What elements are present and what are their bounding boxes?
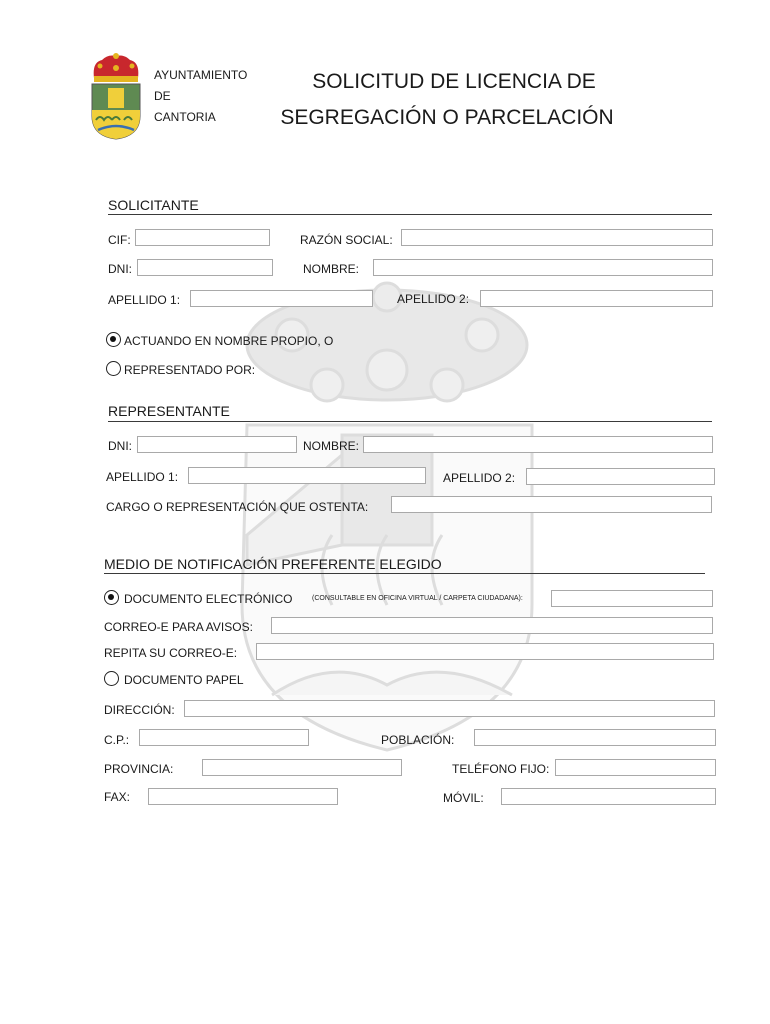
cif-field[interactable] [135,229,270,246]
apellido2-field[interactable] [480,290,713,307]
fax-field[interactable] [148,788,338,805]
rep-apellido2-field[interactable] [526,468,715,485]
section-divider [104,573,705,574]
section-divider [108,214,712,215]
apellido1-field[interactable] [190,290,373,307]
radio-documento-papel[interactable] [104,671,119,686]
radio-documento-electronico[interactable] [104,590,119,605]
rep-nombre-field[interactable] [363,436,713,453]
section-title-representante: REPRESENTANTE [108,403,230,419]
nombre-field[interactable] [373,259,713,276]
cp-label: C.P.: [104,733,130,747]
razon-social-field[interactable] [401,229,713,246]
page-title-line2: SEGREGACIÓN O PARCELACIÓN [280,106,614,129]
direccion-label: DIRECCIÓN: [104,703,175,717]
fax-label: FAX: [104,790,131,804]
nombre-label: NOMBRE: [303,262,360,276]
direccion-field[interactable] [184,700,715,717]
coat-of-arms-icon [88,52,144,140]
radio-representado[interactable] [106,361,121,376]
apellido2-label: APELLIDO 2: [397,292,470,306]
provincia-field[interactable] [202,759,402,776]
repita-correo-label: REPITA SU CORREO-E: [104,646,238,660]
org-name-line1: AYUNTAMIENTO [154,68,248,82]
poblacion-label: POBLACIÓN: [381,733,455,747]
rep-dni-field[interactable] [137,436,297,453]
repita-correo-field[interactable] [256,643,714,660]
poblacion-field[interactable] [474,729,716,746]
section-title-solicitante: SOLICITANTE [108,197,199,213]
rep-dni-label: DNI: [108,439,132,453]
rep-cargo-label: CARGO O REPRESENTACIÓN QUE OSTENTA: [106,500,369,514]
correo-avisos-field[interactable] [271,617,713,634]
dni-label: DNI: [108,262,132,276]
razon-social-label: RAZÓN SOCIAL: [300,233,393,247]
rep-apellido2-label: APELLIDO 2: [443,471,516,485]
documento-electronico-note: (CONSULTABLE EN OFICINA VIRTUAL / CARPETA CIUDADANA): [312,595,523,602]
org-name-line3: CANTORIA [154,110,216,124]
rep-apellido1-field[interactable] [188,467,426,484]
cif-label: CIF: [108,233,131,247]
section-divider [108,421,712,422]
documento-papel-label: DOCUMENTO PAPEL [124,673,244,687]
apellido1-label: APELLIDO 1: [108,293,181,307]
movil-label: MÓVIL: [443,791,484,805]
documento-electronico-label: DOCUMENTO ELECTRÓNICO [124,592,293,606]
telefono-fijo-label: TELÉFONO FIJO: [452,762,550,776]
org-name-line2: DE [154,89,171,103]
movil-field[interactable] [501,788,716,805]
provincia-label: PROVINCIA: [104,762,174,776]
rep-cargo-field[interactable] [391,496,712,513]
documento-electronico-field[interactable] [551,590,713,607]
radio-nombre-propio[interactable] [106,332,121,347]
cp-field[interactable] [139,729,309,746]
nombre-propio-label: ACTUANDO EN NOMBRE PROPIO, O [124,334,334,348]
telefono-fijo-field[interactable] [555,759,716,776]
correo-avisos-label: CORREO-E PARA AVISOS: [104,620,253,634]
dni-field[interactable] [137,259,273,276]
section-title-notificacion: MEDIO DE NOTIFICACIÓN PREFERENTE ELEGIDO [104,556,442,572]
rep-apellido1-label: APELLIDO 1: [106,470,179,484]
representado-label: REPRESENTADO POR: [124,363,256,377]
page-title-line1: SOLICITUD DE LICENCIA DE [312,70,596,93]
rep-nombre-label: NOMBRE: [303,439,360,453]
